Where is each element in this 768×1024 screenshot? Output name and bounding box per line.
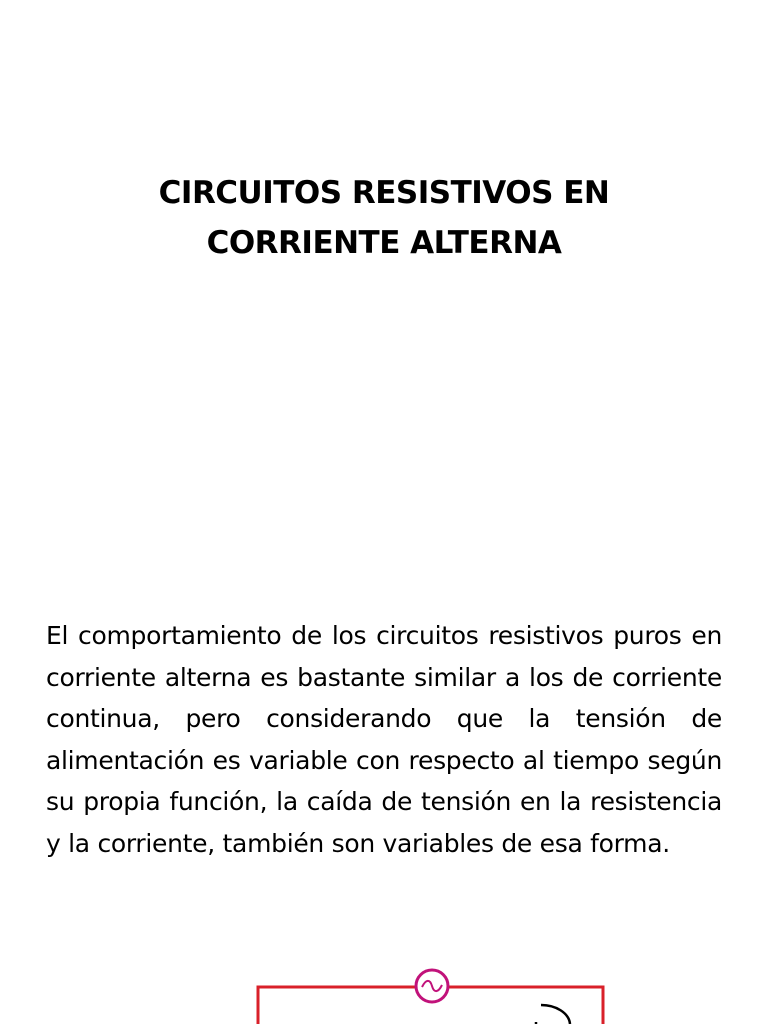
slide-title-line-2: CORRIENTE ALTERNA xyxy=(206,225,562,261)
circuit-diagram xyxy=(0,950,768,1024)
ac-source-icon xyxy=(416,970,448,1002)
current-arrow-icon xyxy=(536,1005,570,1024)
slide-title xyxy=(84,168,684,268)
slide-title-line-1: CIRCUITOS RESISTIVOS EN xyxy=(158,175,610,211)
slide-body-text: El comportamiento de los circuitos resistivos puros en corriente alterna es bastante similar a los de corriente continua, pero considerando que la tensión de alimentación es variable con respecto al tiempo según su propia función, la caída de tensión en la resistencia y la corriente, también son variables de esa forma. xyxy=(46,621,722,858)
